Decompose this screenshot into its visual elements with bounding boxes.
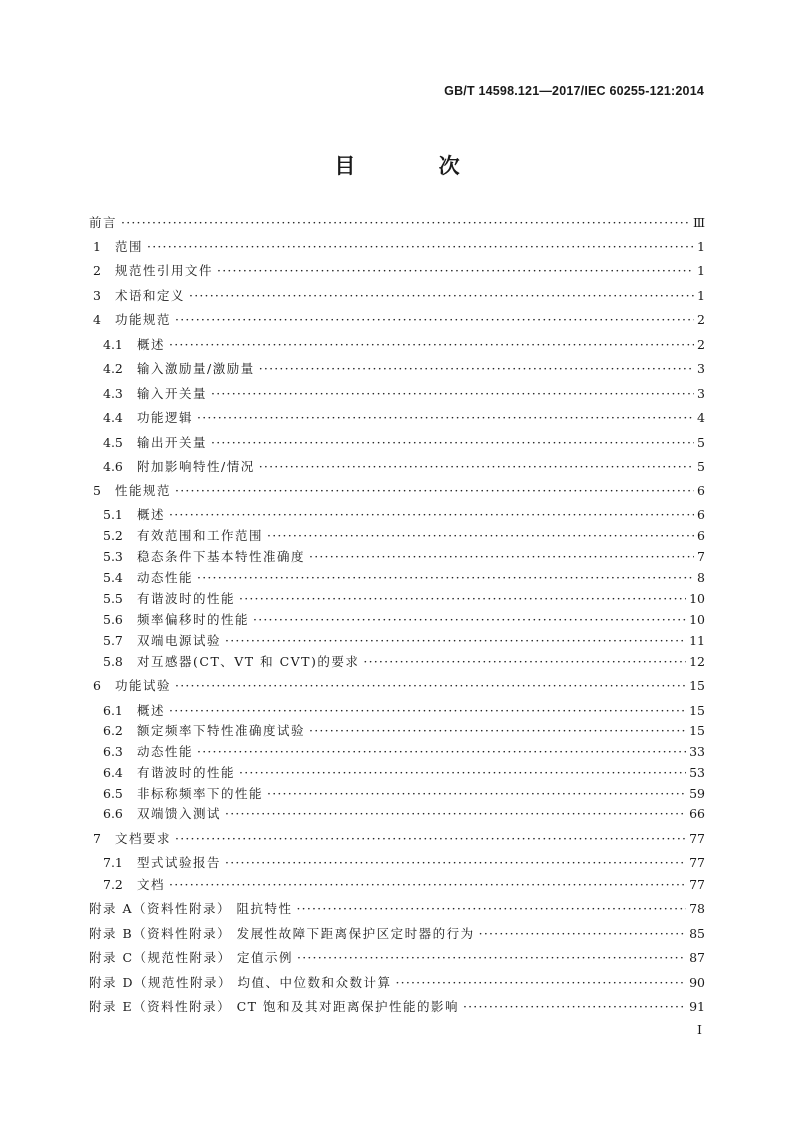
toc-entry[interactable] — [89, 997, 705, 1015]
toc-entry-number: 5.8 — [103, 654, 123, 669]
toc-entry-title: 有效范围和工作范围 — [137, 528, 264, 543]
toc-entry-page: 3 — [697, 386, 705, 401]
dot-leader — [239, 765, 686, 780]
toc-entry-title: 型式试验报告 — [137, 855, 222, 870]
dot-leader — [169, 507, 694, 522]
toc-entry-number: 5.5 — [103, 591, 123, 606]
toc-entry-title: 输入开关量 — [137, 386, 208, 401]
toc-entry-page: 5 — [697, 435, 705, 450]
dot-leader — [225, 633, 686, 648]
toc-entry-number: 7.1 — [103, 855, 123, 870]
toc-entry[interactable] — [89, 237, 705, 255]
toc-entry-number: 6.3 — [103, 744, 123, 759]
dot-leader — [259, 459, 694, 474]
toc-entry-page: 10 — [689, 591, 705, 606]
toc-entry-number: 5.2 — [103, 528, 123, 543]
dot-leader — [189, 288, 694, 303]
toc-entry[interactable] — [89, 568, 705, 586]
dot-leader — [121, 215, 690, 230]
toc-entry-title: 文档要求 — [115, 831, 172, 846]
toc-entry-page: 77 — [689, 855, 705, 870]
toc-entry[interactable] — [89, 701, 705, 719]
toc-entry-page: 7 — [697, 549, 705, 564]
toc-entry-title: 概述 — [137, 337, 166, 352]
toc-entry-page: 4 — [697, 410, 705, 425]
toc-entry[interactable] — [89, 310, 705, 328]
toc-entry[interactable] — [89, 829, 705, 847]
toc-entry[interactable] — [89, 853, 705, 871]
toc-entry[interactable] — [89, 408, 705, 426]
toc-entry[interactable] — [89, 589, 705, 607]
toc-entry[interactable] — [89, 804, 705, 822]
dot-leader — [169, 703, 686, 718]
dot-leader — [363, 654, 686, 669]
toc-entry-title: 输入激励量/激励量 — [137, 361, 255, 376]
toc-entry-page: 1 — [697, 239, 705, 254]
toc-entry-page: 91 — [689, 999, 705, 1014]
dot-leader — [267, 786, 686, 801]
toc-entry-title: 附录 A（资料性附录） 阻抗特性 — [89, 901, 293, 916]
toc-entry[interactable] — [89, 631, 705, 649]
toc-entry-number: 4.4 — [103, 410, 123, 425]
toc-entry[interactable] — [89, 610, 705, 628]
toc-entry[interactable] — [89, 433, 705, 451]
toc-entry-title: 前言 — [89, 215, 118, 230]
toc-entry[interactable] — [89, 286, 705, 304]
toc-entry-page: 12 — [689, 654, 705, 669]
toc-entry-title: 功能逻辑 — [137, 410, 194, 425]
toc-entry-page: 87 — [689, 950, 705, 965]
toc-entry-title: 对互感器(CT、VT 和 CVT)的要求 — [137, 654, 360, 669]
toc-entry-number: 7.2 — [103, 877, 123, 892]
dot-leader — [197, 570, 694, 585]
toc-entry-page: 15 — [689, 703, 705, 718]
dot-leader — [225, 855, 686, 870]
toc-entry[interactable] — [89, 924, 705, 942]
dot-leader — [197, 410, 694, 425]
toc-entry[interactable] — [89, 457, 705, 475]
toc-entry-title: 有谐波时的性能 — [137, 765, 236, 780]
dot-leader — [175, 831, 686, 846]
dot-leader — [175, 678, 686, 693]
toc-entry-page: 11 — [689, 633, 705, 648]
toc-entry-page: 5 — [697, 459, 705, 474]
toc-entry-title: 概述 — [137, 703, 166, 718]
toc-entry-number: 1 — [93, 239, 101, 254]
toc-entry-page: 6 — [697, 528, 705, 543]
dot-leader — [175, 312, 694, 327]
toc-entry-title: 附录 B（资料性附录） 发展性故障下距离保护区定时器的行为 — [89, 926, 475, 941]
toc-entry[interactable] — [89, 652, 705, 670]
toc-entry-number: 5.3 — [103, 549, 123, 564]
toc-entry-number: 5.1 — [103, 507, 123, 522]
toc-entry-number: 5.4 — [103, 570, 123, 585]
toc-entry-page: 66 — [689, 806, 705, 821]
toc-entry[interactable] — [89, 505, 705, 523]
toc-entry-page: 85 — [689, 926, 705, 941]
toc-entry-page: 15 — [689, 678, 705, 693]
toc-entry-page: 77 — [689, 831, 705, 846]
dot-leader — [296, 901, 686, 916]
toc-entry-number: 5.7 — [103, 633, 123, 648]
dot-leader — [225, 806, 686, 821]
toc-entry-title: 双端电源试验 — [137, 633, 222, 648]
dot-leader — [309, 549, 694, 564]
toc-entry-page: 33 — [689, 744, 705, 759]
toc-entry-page: 3 — [697, 361, 705, 376]
toc-entry-title: 性能规范 — [115, 483, 172, 498]
toc-entry-page: 1 — [697, 263, 705, 278]
toc-entry-number: 6.1 — [103, 703, 123, 718]
toc-entry-page: 1 — [697, 288, 705, 303]
toc-entry[interactable] — [89, 784, 705, 802]
toc-entry-title: 额定频率下特性准确度试验 — [137, 723, 306, 738]
toc-entry[interactable] — [89, 359, 705, 377]
toc-entry-title: 频率偏移时的性能 — [137, 612, 250, 627]
toc-entry-title: 动态性能 — [137, 570, 194, 585]
toc-entry-page: 15 — [689, 723, 705, 738]
toc-entry[interactable] — [89, 899, 705, 917]
toc-entry-page: 53 — [689, 765, 705, 780]
toc-entry-page: 10 — [689, 612, 705, 627]
dot-leader — [169, 337, 694, 352]
toc-entry-title: 有谐波时的性能 — [137, 591, 236, 606]
toc-entry-title: 功能规范 — [115, 312, 172, 327]
toc-entry[interactable] — [89, 335, 705, 353]
toc-entry-number: 3 — [93, 288, 101, 303]
toc-entry-number: 7 — [93, 831, 101, 846]
dot-leader — [395, 975, 686, 990]
page-number: I — [697, 1022, 702, 1037]
toc-entry-title: 附加影响特性/情况 — [137, 459, 255, 474]
toc-entry-title: 稳态条件下基本特性准确度 — [137, 549, 306, 564]
toc-entry-title: 范围 — [115, 239, 144, 254]
toc-entry-page: 6 — [697, 507, 705, 522]
dot-leader — [169, 877, 686, 892]
toc-entry-title: 输出开关量 — [137, 435, 208, 450]
toc-entry-number: 2 — [93, 263, 101, 278]
toc-entry-number: 4 — [93, 312, 101, 327]
toc-entry[interactable] — [89, 384, 705, 402]
toc-entry-number: 5.6 — [103, 612, 123, 627]
dot-leader — [259, 361, 694, 376]
page-title: 目 次 — [334, 153, 498, 178]
toc-entry-page: 2 — [697, 337, 705, 352]
toc-entry-number: 6 — [93, 678, 101, 693]
dot-leader — [479, 926, 686, 941]
toc-entry-title: 附录 D（规范性附录） 均值、中位数和众数计算 — [89, 975, 392, 990]
toc-entry-number: 4.5 — [103, 435, 123, 450]
dot-leader — [253, 612, 686, 627]
toc-entry-title: 非标称频率下的性能 — [137, 786, 264, 801]
toc-entry[interactable] — [89, 763, 705, 781]
toc-entry-title: 规范性引用文件 — [115, 263, 214, 278]
toc-entry-number: 6.4 — [103, 765, 123, 780]
toc-entry-number: 4.3 — [103, 386, 123, 401]
toc-entry-page: 77 — [689, 877, 705, 892]
toc-entry[interactable] — [89, 547, 705, 565]
dot-leader — [147, 239, 694, 254]
toc-entry-page: 78 — [689, 901, 705, 916]
toc-entry-title: 附录 E（资料性附录） CT 饱和及其对距离保护性能的影响 — [89, 999, 459, 1014]
toc-entry-title: 术语和定义 — [115, 288, 186, 303]
toc-entry-number: 5 — [93, 483, 101, 498]
toc-entry-page: Ⅲ — [692, 215, 705, 230]
toc-entry[interactable] — [89, 481, 705, 499]
toc-entry[interactable] — [89, 875, 705, 893]
document-code: GB/T 14598.121—2017/IEC 60255-121:2014 — [444, 84, 704, 98]
toc-entry-number: 4.6 — [103, 459, 123, 474]
dot-leader — [211, 435, 694, 450]
toc-entry[interactable] — [89, 948, 705, 966]
toc-entry-number: 6.5 — [103, 786, 123, 801]
toc-entry-number: 6.6 — [103, 806, 123, 821]
toc-entry-title: 附录 C（规范性附录） 定值示例 — [89, 950, 294, 965]
toc-entry[interactable] — [89, 721, 705, 739]
dot-leader — [239, 591, 686, 606]
dot-leader — [211, 386, 694, 401]
toc-entry-title: 文档 — [137, 877, 166, 892]
toc-entry-page: 59 — [689, 786, 705, 801]
toc-entry-title: 概述 — [137, 507, 166, 522]
dot-leader — [197, 744, 686, 759]
toc-entry[interactable] — [89, 742, 705, 760]
toc-entry-page: 8 — [697, 570, 705, 585]
toc-entry-page: 90 — [689, 975, 705, 990]
toc-entry[interactable] — [89, 973, 705, 991]
dot-leader — [175, 483, 694, 498]
dot-leader — [463, 999, 686, 1014]
toc-entry-title: 双端馈入测试 — [137, 806, 222, 821]
dot-leader — [217, 263, 694, 278]
dot-leader — [309, 723, 686, 738]
toc-entry[interactable] — [89, 526, 705, 544]
toc-entry-number: 4.2 — [103, 361, 123, 376]
toc-entry-number: 6.2 — [103, 723, 123, 738]
toc-entry-number: 4.1 — [103, 337, 123, 352]
dot-leader — [297, 950, 686, 965]
toc-entry-page: 6 — [697, 483, 705, 498]
toc-entry-title: 动态性能 — [137, 744, 194, 759]
dot-leader — [267, 528, 694, 543]
toc-entry-page: 2 — [697, 312, 705, 327]
toc-entry[interactable] — [89, 261, 705, 279]
toc-entry-title: 功能试验 — [115, 678, 172, 693]
toc-entry[interactable] — [89, 676, 705, 694]
toc-entry[interactable] — [89, 213, 705, 231]
